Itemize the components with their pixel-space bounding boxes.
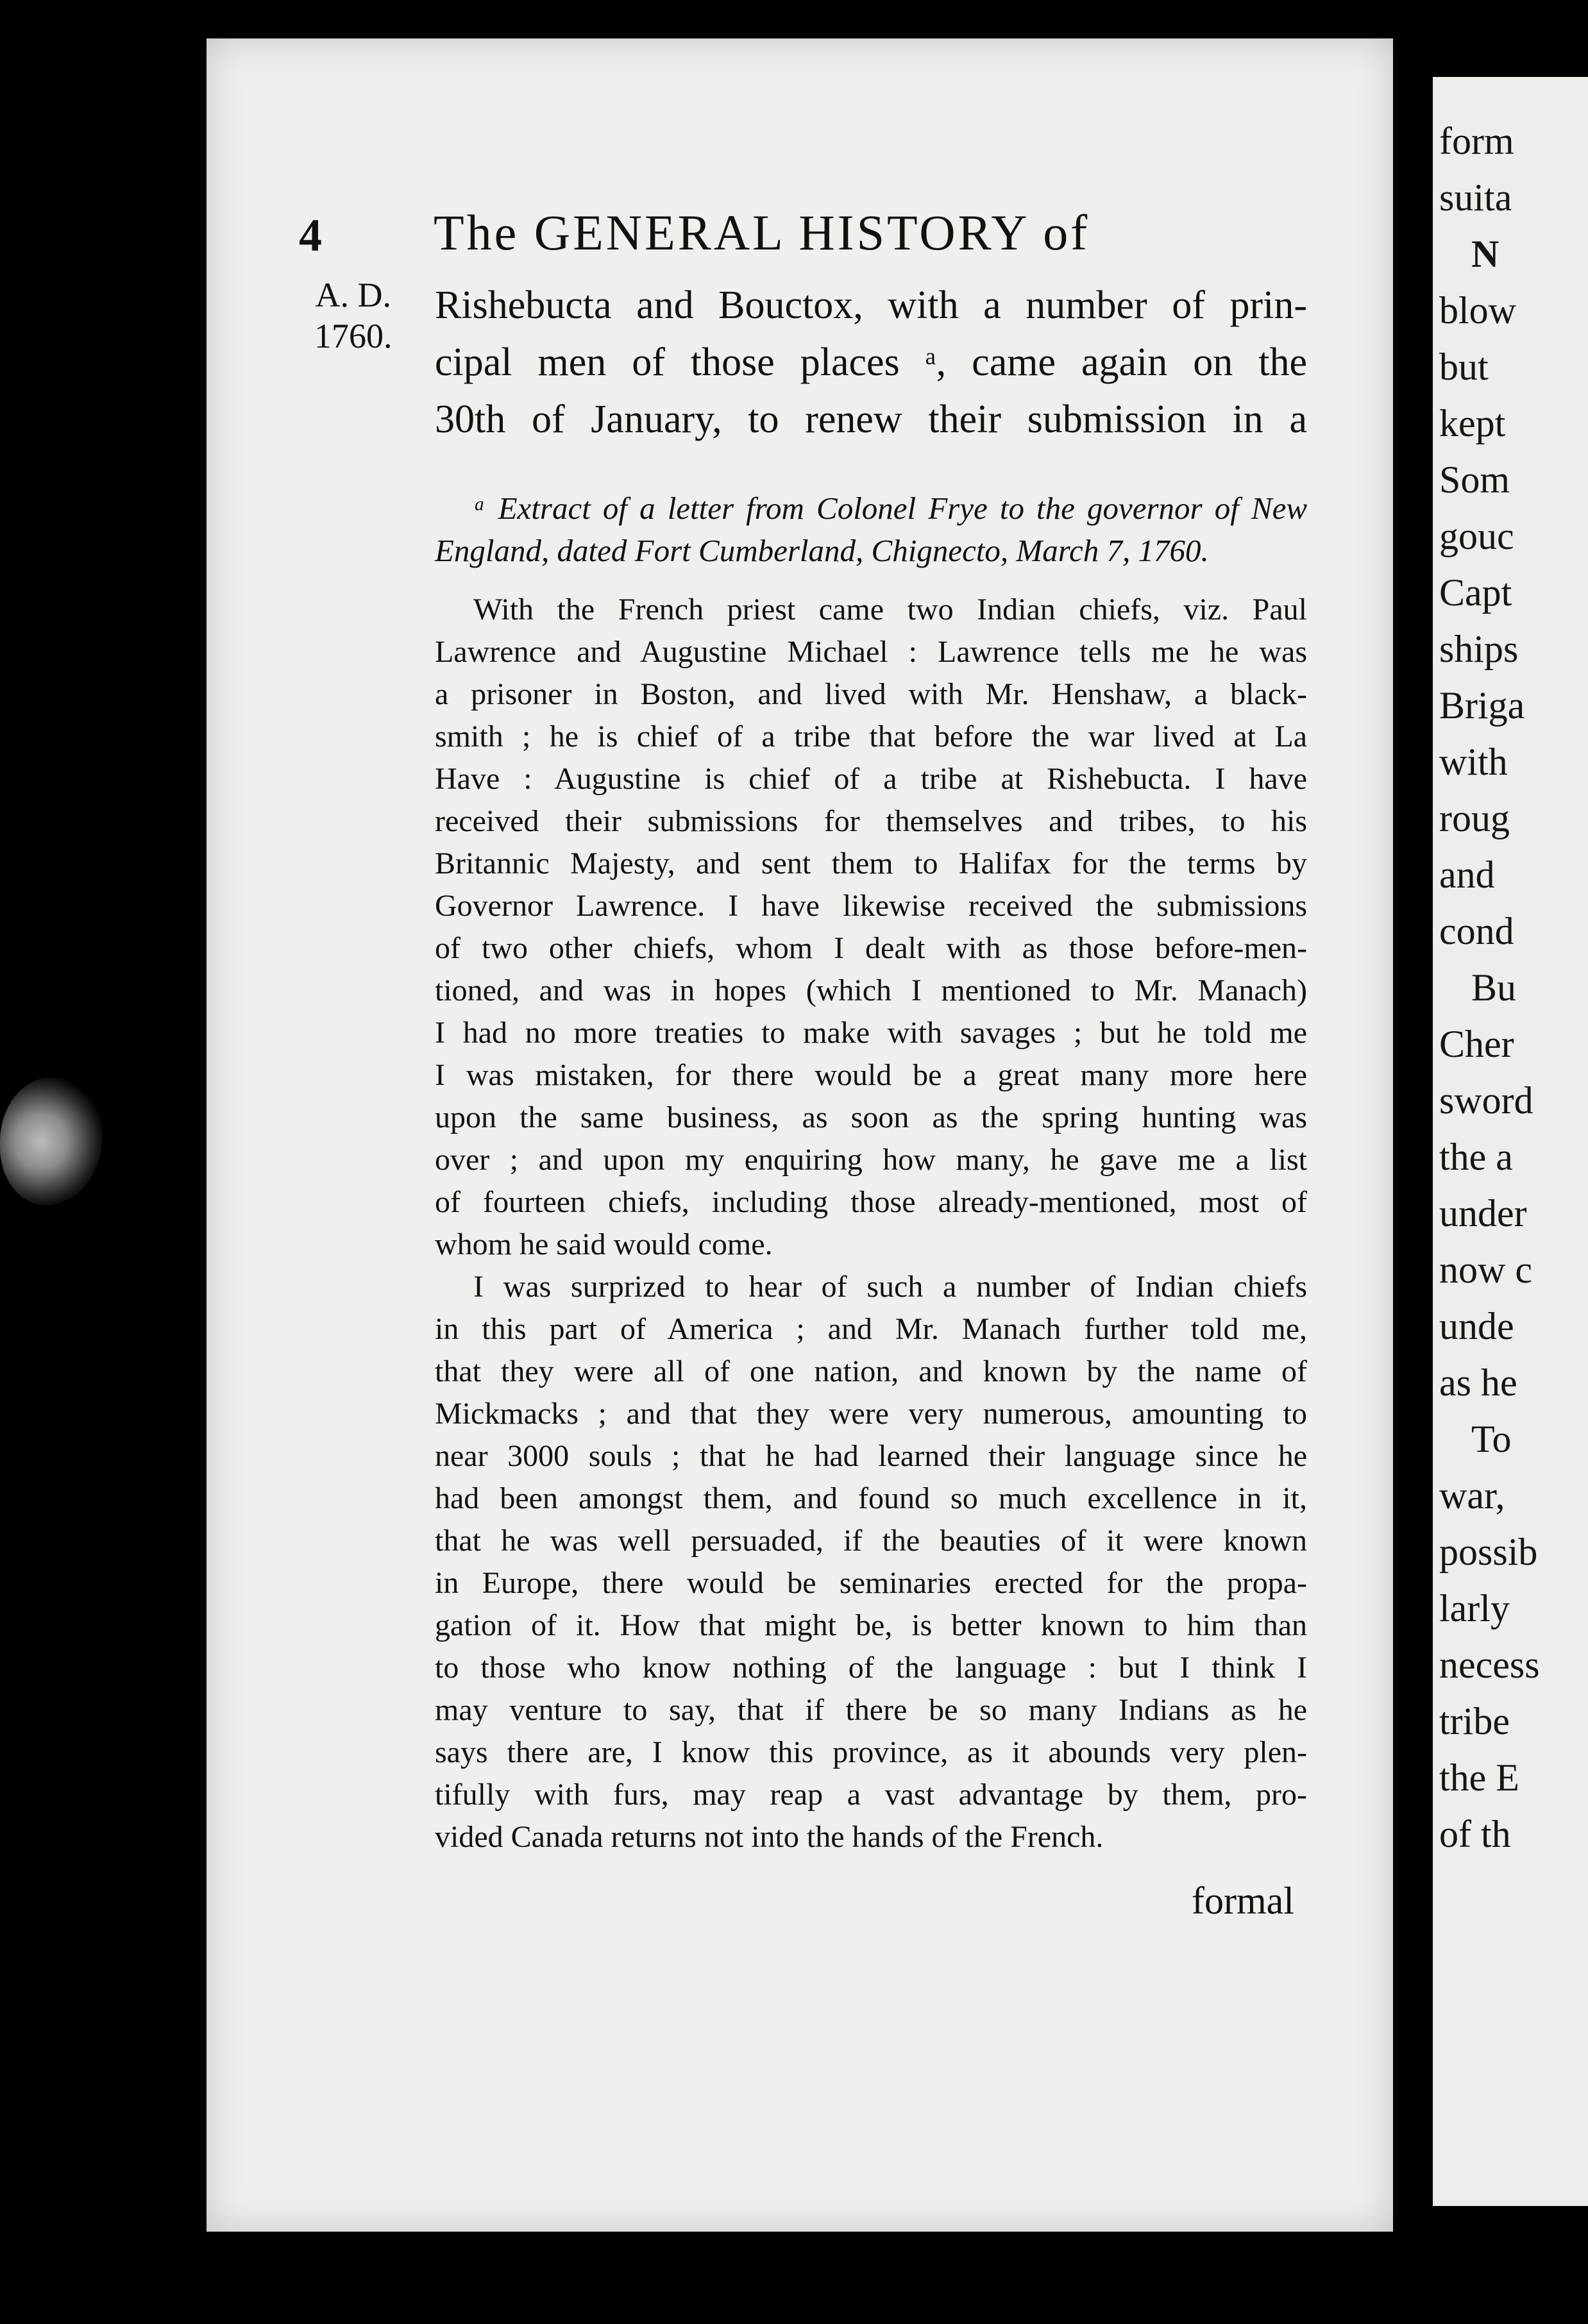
footnote-line: says there are, I know this province, as it abounds very plen- (435, 1735, 1307, 1769)
facing-page-fragment: To (1471, 1418, 1512, 1460)
facing-page-fragment: sword (1439, 1079, 1533, 1122)
main-text (435, 277, 1307, 448)
margin-date (314, 274, 393, 357)
facing-page-fragment: necess (1439, 1644, 1540, 1686)
footnote-line: Have : Augustine is chief of a tribe at Rishebucta. I have (435, 762, 1307, 796)
catchword: formal (1192, 1880, 1294, 1922)
main-text-line: Rishebucta and Bouctox, with a number of prin- (435, 283, 1307, 327)
facing-page-fragment: cond (1439, 910, 1514, 952)
facing-page-fragment: roug (1439, 797, 1510, 839)
facing-page-fragment: but (1439, 346, 1489, 388)
facing-page-fragment: larly (1439, 1587, 1510, 1629)
footnote-line: vided Canada returns not into the hands of the French. (435, 1820, 1104, 1854)
footnote-heading (435, 487, 1307, 572)
footnote-line: tioned, and was in hopes (which I mentioned to Mr. Manach) (435, 973, 1307, 1007)
footnote-line: to those who know nothing of the language : but I think I (435, 1651, 1307, 1685)
facing-page-fragment: suita (1439, 176, 1512, 219)
main-text-line: cipal men of those places ᵃ, came again on the (435, 341, 1307, 384)
footnote-line: I was surprized to hear of such a number of Indian chiefs (473, 1270, 1307, 1304)
facing-page-fragment: possib (1439, 1531, 1538, 1573)
margin-date-line-2: 1760. (314, 317, 393, 355)
footnote-body (435, 589, 1307, 1858)
facing-page-fragment: kept (1439, 402, 1506, 444)
facing-page-fragment: form (1439, 120, 1514, 162)
footnote-line: whom he said would come. (435, 1227, 773, 1261)
facing-page-fragment: Bu (1471, 966, 1517, 1009)
footnote-line: I had no more treaties to make with savages ; but he told me (435, 1016, 1307, 1050)
facing-page-fragment: as he (1439, 1361, 1517, 1404)
footnote-line: that he was well persuaded, if the beauties of it were known (435, 1524, 1307, 1558)
footnote-line: upon the same business, as soon as the spring hunting was (435, 1100, 1307, 1134)
footnote-line: over ; and upon my enquiring how many, he gave me a list (435, 1143, 1307, 1177)
footnote-line: smith ; he is chief of a tribe that before the war lived at La (435, 720, 1307, 754)
facing-page-fragment: gouc (1439, 515, 1514, 557)
running-title: The GENERAL HISTORY of (434, 205, 1090, 260)
facing-page-fragment: under (1439, 1192, 1527, 1234)
page-gutter (1393, 38, 1433, 2232)
footnote-heading-line: ᵃ Extract of a letter from Colonel Frye to the governor of New (473, 491, 1307, 526)
footnote-line: Mickmacks ; and that they were very numerous, amounting to (435, 1397, 1307, 1431)
facing-page-fragment: blow (1439, 289, 1516, 332)
facing-page-fragment: with (1439, 741, 1508, 783)
facing-page-fragment: tribe (1439, 1700, 1510, 1742)
facing-page-fragment: now c (1439, 1249, 1532, 1291)
margin-date-line-1: A. D. (315, 276, 391, 314)
footnote-line: With the French priest came two Indian chiefs, viz. Paul (473, 593, 1307, 627)
footnote-line: tifully with furs, may reap a vast advantage by them, pro- (435, 1778, 1307, 1812)
main-text-line: 30th of January, to renew their submission in a (435, 398, 1307, 441)
footnote-line: Lawrence and Augustine Michael : Lawrence tells me he was (435, 635, 1307, 669)
facing-page-fragment: Briga (1439, 684, 1525, 727)
facing-page-fragment: unde (1439, 1305, 1514, 1347)
footnote-line: in this part of America ; and Mr. Manach further told me, (435, 1312, 1307, 1346)
facing-page-fragment: N (1471, 233, 1499, 275)
footnote-line: of two other chiefs, whom I dealt with as those before-men- (435, 931, 1307, 965)
facing-page-fragment: Som (1439, 459, 1510, 501)
footnote-line: gation of it. How that might be, is better known to him than (435, 1608, 1307, 1642)
footnote-line: had been amongst them, and found so much excellence in it, (435, 1481, 1307, 1515)
facing-page (1433, 77, 1588, 2206)
footnote-line: near 3000 souls ; that he had learned their language since he (435, 1439, 1307, 1473)
facing-page-fragment: Capt (1439, 571, 1512, 614)
footnote-line: that they were all of one nation, and known by the name of (435, 1354, 1307, 1388)
facing-page-fragment: the a (1439, 1136, 1513, 1178)
facing-page-fragment: war, (1439, 1474, 1505, 1517)
footnote-line: may venture to say, that if there be so many Indians as he (435, 1693, 1307, 1727)
facing-page-fragment: and (1439, 854, 1495, 896)
footnote-line: Britannic Majesty, and sent them to Halifax for the terms by (435, 846, 1307, 880)
page-number: 4 (299, 210, 322, 261)
footnote-line: a prisoner in Boston, and lived with Mr. Henshaw, a black- (435, 677, 1307, 711)
footnote-line: in Europe, there would be seminaries erected for the propa- (435, 1566, 1307, 1600)
footnote-line: of fourteen chiefs, including those already-mentioned, most of (435, 1185, 1307, 1219)
facing-page-fragment: of th (1439, 1813, 1511, 1855)
footnote-line: received their submissions for themselves and tribes, to his (435, 804, 1307, 838)
footnote-heading-line: England, dated Fort Cumberland, Chignecto, March 7, 1760. (435, 533, 1209, 568)
footnote-line: Governor Lawrence. I have likewise received the submissions (435, 889, 1307, 923)
footnote-line: I was mistaken, for there would be a great many more here (435, 1058, 1307, 1092)
ink-smudge (0, 1077, 103, 1206)
facing-page-fragment: ships (1439, 628, 1519, 670)
facing-page-fragment: Cher (1439, 1023, 1514, 1065)
facing-page-fragment: the E (1439, 1756, 1519, 1799)
